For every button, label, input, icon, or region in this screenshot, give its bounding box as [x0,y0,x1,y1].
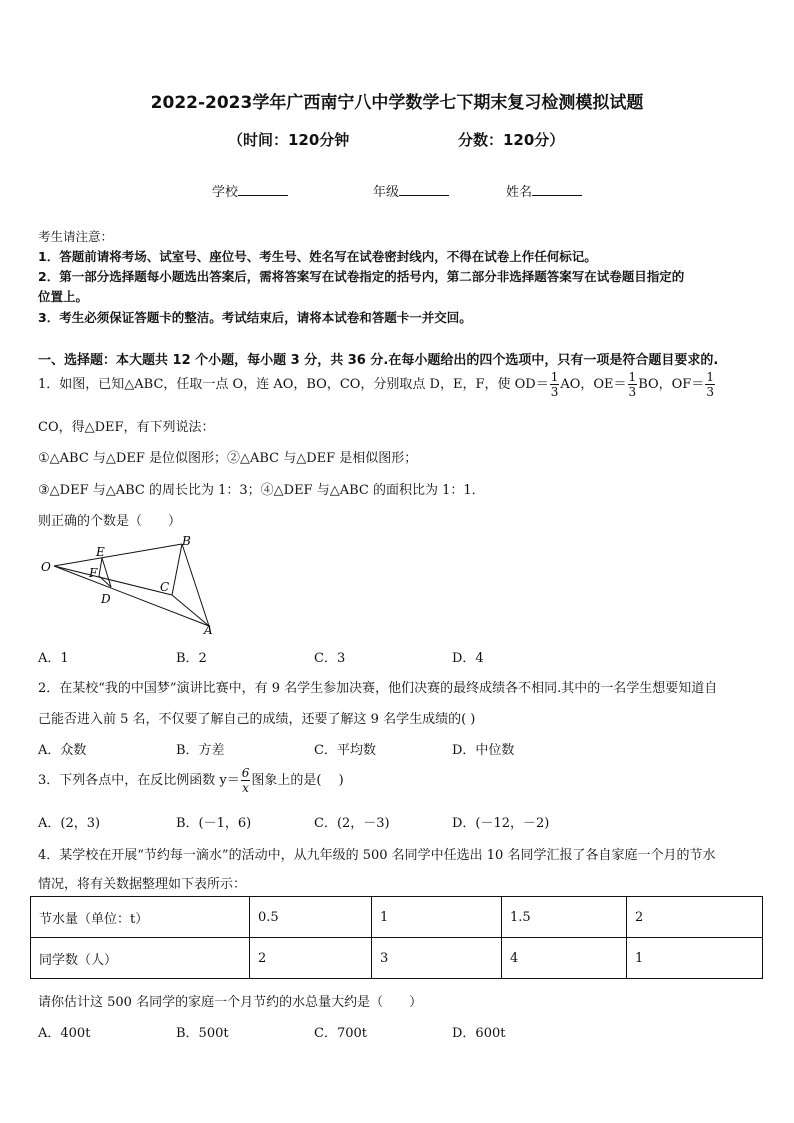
label-B: B [182,534,191,548]
class-field [373,181,449,200]
notice-item-3: 3．考生必须保证答题卡的整洁。考试结束后，请将本试卷和答题卡一并交回。 [38,310,472,325]
table-cell: 2 [250,938,372,979]
q2-option-b[interactable]: B．方差 [176,743,225,758]
name-field [506,181,582,200]
q2-line1: 2．在某校“我的中国梦”演讲比赛中，有 9 名学生参加决赛，他们决赛的最终成绩各不相同.其中的一名学生想要知道自 [38,681,718,696]
page-title: 2022-2023学年广西南宁八中学数学七下期末复习检测模拟试题 [150,93,644,113]
q2-option-c[interactable]: C．平均数 [314,743,376,758]
q4-option-a[interactable]: A．400t [38,1026,91,1041]
q2-line2: 己能否进入前 5 名，不仅要了解自己的成绩，还要了解这 9 名学生成绩的( ) [38,712,476,727]
q3-text-a: 3．下列各点中，在反比例函数 y＝ [38,773,240,788]
q1-line4: ③△DEF 与△ABC 的周长比为 1：3；④△DEF 与△ABC 的面积比为 1：1． [38,483,485,498]
school-label: 学校 [212,185,239,200]
school-blank[interactable] [238,183,288,196]
table-cell: 0.5 [250,897,372,938]
q1-line2: CO，得△DEF，有下列说法： [38,420,215,435]
label-D: D [101,592,111,606]
label-F: F [89,566,98,580]
label-A: A [204,623,213,637]
q1-option-d[interactable]: D．4 [452,651,484,666]
notice-item-1: 1．答题前请将考场、试室号、座位号、考生号、姓名写在试卷密封线内，不得在试卷上作任何标记。 [38,249,597,264]
notice-item-2a: 2．第一部分选择题每小题选出答案后，需将答案写在试卷指定的括号内，第二部分非选择题答案写在试卷题目指定的 [38,269,685,284]
q1-line3: ①△ABC 与△DEF 是位似图形；②△ABC 与△DEF 是相似图形； [38,451,418,466]
q3-option-d[interactable]: D．(－12，－2) [452,816,550,831]
q3-option-a[interactable]: A．(2，3) [38,816,101,831]
table-cell: 1 [372,897,502,938]
q4-data-table [30,896,763,979]
table-cell: 3 [372,938,502,979]
table-cell: 1 [627,938,763,979]
table-row [31,897,763,938]
q2-option-d[interactable]: D．中位数 [452,743,515,758]
q1-text-a: 1．如图，已知△ABC，任取一点 O，连 AO，BO，CO，分别取点 D，E，F，使 OD＝ [38,377,549,392]
q1-text-c: BO，OF＝ [638,377,705,392]
q4-option-d[interactable]: D．600t [452,1026,506,1041]
q4-option-c[interactable]: C．700t [314,1026,367,1041]
q1-line1 [38,370,716,399]
name-label: 姓名 [506,185,533,200]
q3-frac: $\frac{6}{x}$ [241,766,250,795]
q4-option-b[interactable]: B．500t [176,1026,229,1041]
q3-option-c[interactable]: C．(2，－3) [314,816,390,831]
q1-frac-3: $\frac{1}{3}$ [706,370,714,399]
q4-line2: 情况，将有关数据整理如下表所示： [38,877,247,892]
q1-triangle-figure [36,532,226,640]
exam-time: （时间：120分钟 [228,131,350,149]
q1-frac-2: $\frac{1}{3}$ [628,370,637,399]
notice-item-2b: 位置上。 [38,289,89,304]
q1-frac-1: $\frac{1}{3}$ [550,370,559,399]
table-cell: 4 [502,938,627,979]
q1-option-b[interactable]: B．2 [176,651,207,666]
table-cell: 同学数（人） [31,938,250,979]
label-E: E [96,545,105,559]
q3-line1 [38,766,344,795]
exam-score: 分数：120分） [458,131,565,149]
table-row [31,938,763,979]
q3-text-b: 图象上的是( ) [251,773,344,788]
school-field [212,181,288,200]
q4-line3: 请你估计这 500 名同学的家庭一个月节约的水总量大约是（ ） [38,995,423,1010]
table-cell: 节水量（单位：t） [31,897,250,938]
class-blank[interactable] [399,183,449,196]
notice-heading: 考生请注意： [38,229,114,244]
label-O: O [41,560,51,574]
q3-option-b[interactable]: B．(－1，6) [176,816,252,831]
q1-option-a[interactable]: A．1 [38,651,69,666]
table-cell: 1.5 [502,897,627,938]
q1-option-c[interactable]: C．3 [314,651,346,666]
label-C: C [160,580,170,594]
class-label: 年级 [373,185,400,200]
q1-text-b: AO，OE＝ [560,377,627,392]
q1-line5: 则正确的个数是（ ） [38,514,182,529]
table-cell: 2 [627,897,763,938]
q2-option-a[interactable]: A．众数 [38,743,87,758]
section-heading: 一、选择题：本大题共 12 个小题，每小题 3 分，共 36 分.在每小题给出的四个选项中，只有一项是符合题目要求的. [38,353,719,368]
q4-line1: 4．某学校在开展“节约每一滴水”的活动中，从九年级的 500 名同学中任选出 10 名同学汇报了各自家庭一个月的节水 [38,848,716,863]
name-blank[interactable] [532,183,582,196]
